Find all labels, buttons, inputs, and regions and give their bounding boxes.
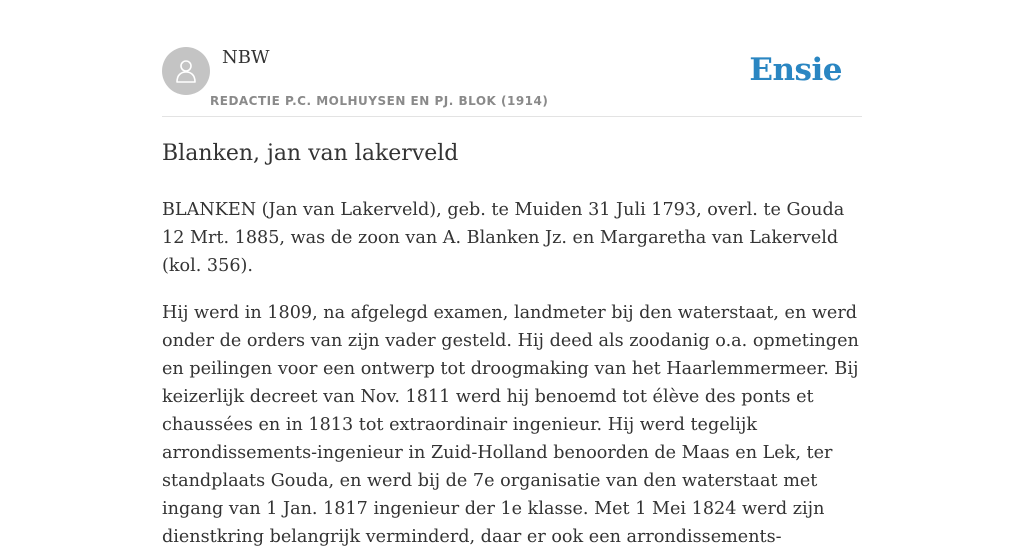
article-title: Blanken, jan van lakerveld (162, 141, 459, 166)
paragraph-2: Hij werd in 1809, na afgelegd examen, landmeter bij den waterstaat, en werd onder de orders van zijn vader gesteld. Hij deed als zoodanig o.a. opmetingen en peilingen voor een ontwerp tot droogmaking van het Haarlemmermeer. Bij keizerlijk decreet van Nov. 1811 werd hij benoemd tot élève des ponts et chaussées en in 1813 tot extraordinair ingenieur. Hij werd tegelijk arrondissements-ingenieur in Zuid-Holland benoorden de Maas en Lek, ter standplaats Gouda, en werd bij de 7e organisatie van den waterstaat met ingang van 1 Jan. 1817 ingenieur der 1e klasse. Met 1 Mei 1824 werd zijn dienstkring belangrijk verminderd, daar er ook een arrondissements- (162, 303, 859, 547)
paragraph-1: BLANKEN (Jan van Lakerveld), geb. te Muiden 31 Juli 1793, overl. te Gouda 12 Mrt. 1885, was de zoon van A. Blanken Jz. en Margaretha van Lakerveld (kol. 356). (162, 200, 845, 276)
user-silhouette-icon (172, 57, 200, 85)
article-body (162, 138, 862, 551)
avatar[interactable] (162, 47, 210, 95)
source-label: REDACTIE P.C. MOLHUYSEN EN PJ. BLOK (1914) (210, 94, 549, 108)
author-name[interactable]: NBW (222, 47, 270, 68)
ensie-logo[interactable]: Ensie (749, 52, 842, 88)
article-header (162, 0, 862, 117)
